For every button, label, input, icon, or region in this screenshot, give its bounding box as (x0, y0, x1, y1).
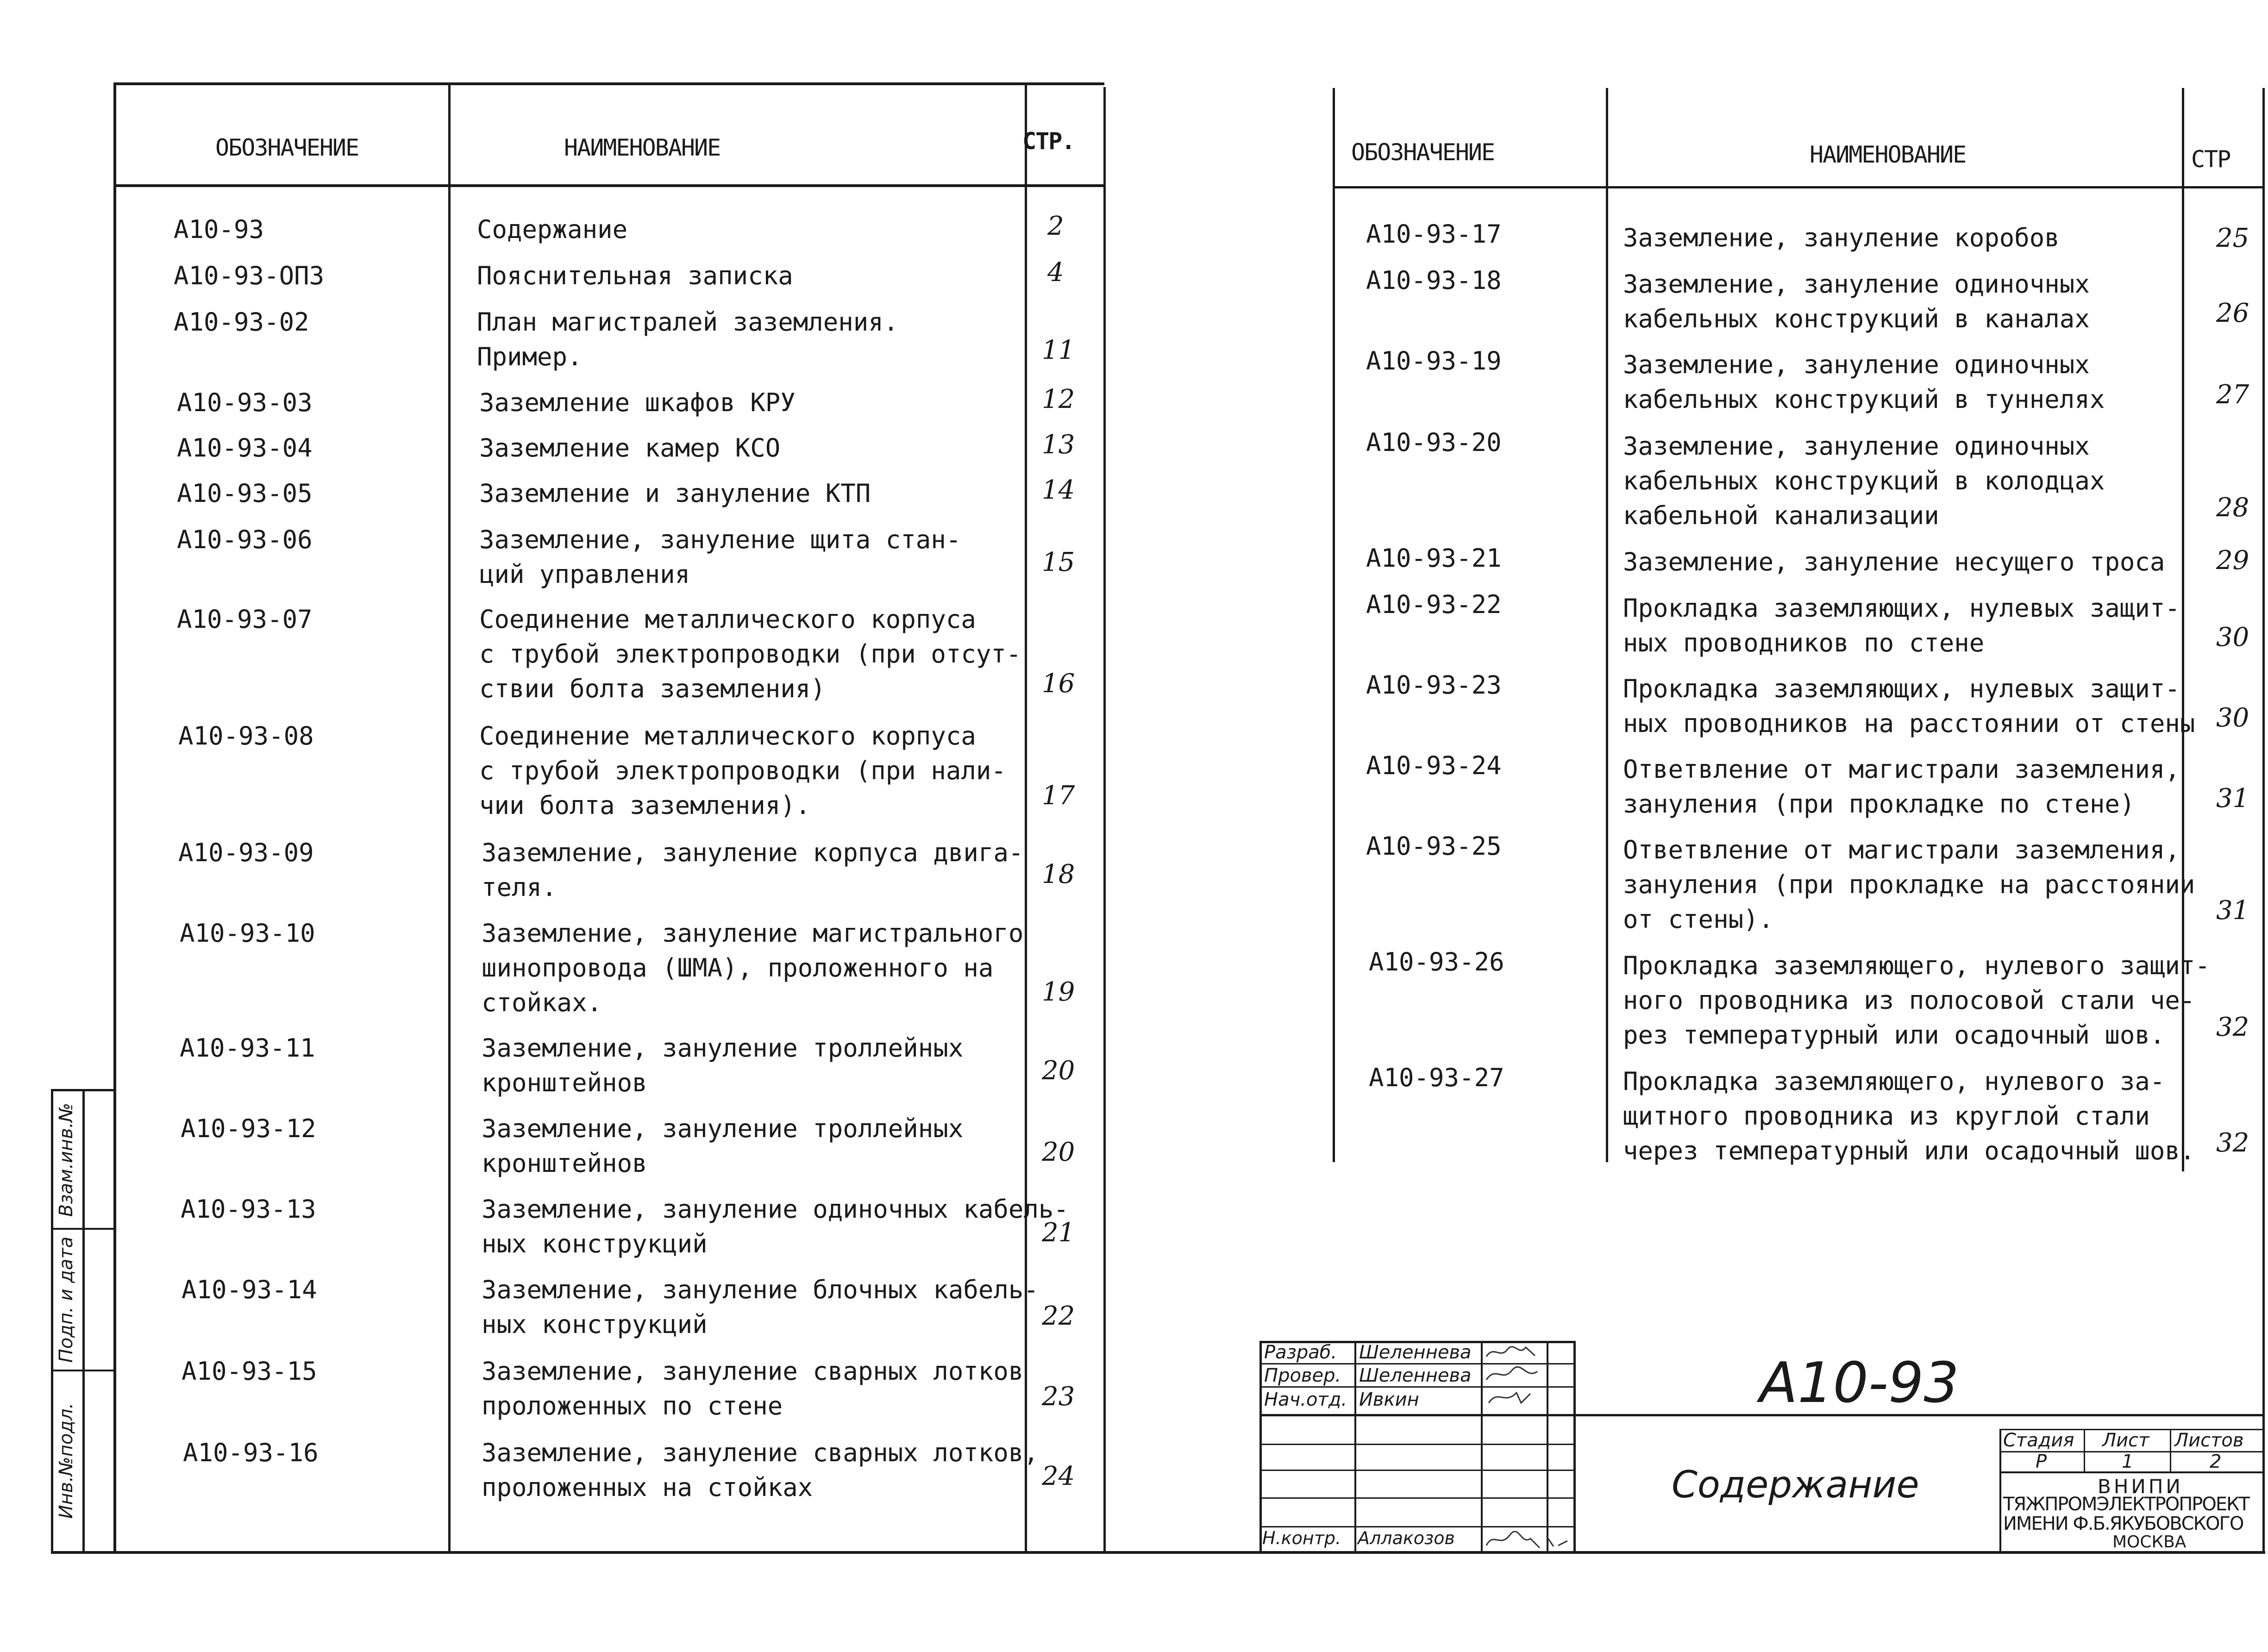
left-row-page: 24 (1042, 1461, 1075, 1491)
left-row-code: А10-93-06 (177, 525, 313, 554)
left-row-name: Заземление, зануление троллейных кронштейнов (482, 1033, 964, 1097)
tb-sheet-value: 1 (2122, 1451, 2134, 1472)
left-row-code: А10-93-09 (178, 838, 314, 867)
left-row-name: Соединение металлического корпуса с трубой электропроводки (при нали- чии болта заземления). (479, 721, 1006, 820)
right-row-page: 32 (2216, 1012, 2249, 1042)
right-row-page: 31 (2216, 783, 2249, 813)
left-row-name: Заземление, зануление блочных кабель- ных конструкций (482, 1275, 1039, 1339)
left-row-code: А10-93-02 (174, 307, 309, 337)
left-row-code: А10-93-13 (181, 1195, 316, 1224)
tb-sheets-value: 2 (2210, 1451, 2222, 1472)
right-row-page: 30 (2216, 703, 2249, 733)
tb-name-head: Ивкин (1359, 1389, 1419, 1410)
left-row-page: 20 (1042, 1056, 1075, 1086)
tb-stage-label: Стадия (2003, 1430, 2074, 1451)
right-row-page: 25 (2216, 223, 2249, 253)
tb-col-name (1481, 1341, 1483, 1554)
left-row-name: Заземление, зануление троллейных кронштейнов (482, 1114, 964, 1178)
left-table-col-divider-1 (448, 82, 451, 1554)
left-row-code: А10-93-10 (180, 919, 315, 948)
right-table-header-rule (1333, 186, 2264, 188)
left-row-name: Заземление шкафов КРУ (479, 388, 796, 417)
tb-stage-col-1 (2084, 1429, 2085, 1472)
right-row-name: Заземление, зануление несущего троса (1623, 547, 2165, 576)
left-row-name: Заземление, зануление щита стан- ций управления (479, 525, 961, 589)
left-table-top-border (113, 82, 1104, 85)
tb-name-checked: Шеленнева (1359, 1365, 1472, 1386)
right-row-name: Заземление, зануление одиночных кабельных конструкций в колодцах кабельной канализации (1623, 432, 2105, 530)
right-row-name: Прокладка заземляющих, нулевых защит- ных проводников по стене (1623, 594, 2180, 657)
left-row-name: Заземление, зануление сварных лотков, проложенных на стойках (482, 1438, 1039, 1502)
left-row-name: Заземление камер КСО (479, 433, 781, 463)
tb-row-5 (1259, 1470, 1574, 1471)
left-row-code: А10-93-12 (181, 1114, 316, 1143)
tb-name-normcontrol: Аллакозов (1358, 1528, 1455, 1548)
tb-col-sign (1547, 1341, 1548, 1554)
right-row-page: 26 (2216, 298, 2249, 328)
left-row-name: Заземление, зануление магистрального шинопровода (ШМА), проложенного на стойках. (482, 919, 1024, 1017)
left-row-page: 11 (1042, 335, 1075, 365)
left-row-page: 17 (1042, 781, 1075, 811)
right-row-page: 32 (2216, 1128, 2249, 1158)
tb-col-main (1573, 1341, 1576, 1554)
tb-col-role (1354, 1341, 1356, 1554)
tb-sheets-label: Листов (2174, 1430, 2244, 1451)
tb-left (1259, 1341, 1262, 1554)
side-stamp-vzam-inv: Взам.инв.№ (56, 1102, 77, 1217)
left-table-left-border (113, 82, 116, 1554)
left-row-page: 13 (1042, 430, 1075, 460)
tb-stage-col-2 (2170, 1429, 2171, 1472)
left-row-name: Заземление и зануление КТП (479, 479, 871, 508)
left-row-page: 19 (1042, 977, 1075, 1007)
right-row-code: А10-93-22 (1366, 590, 1502, 619)
right-row-page: 29 (2216, 545, 2249, 576)
left-row-name: Заземление, зануление корпуса двига- теля. (482, 838, 1024, 902)
right-table-left-border (1333, 88, 1335, 1162)
right-header-designation: ОБОЗНАЧЕНИЕ (1351, 139, 1495, 166)
left-row-page: 18 (1042, 859, 1075, 889)
right-row-code: А10-93-21 (1366, 544, 1502, 573)
right-row-page: 27 (2216, 380, 2249, 410)
right-row-code: А10-93-23 (1366, 670, 1502, 700)
tb-stage-left (1999, 1429, 2001, 1554)
left-row-page: 21 (1042, 1218, 1075, 1248)
tb-row-6 (1259, 1497, 1574, 1499)
left-row-page: 22 (1042, 1301, 1075, 1331)
left-table-right-border (1103, 87, 1106, 1554)
tb-row-4 (1259, 1444, 1574, 1445)
right-row-name: Ответвление от магистрали заземления, зануления (при прокладке на расстоянии от стены). (1623, 835, 2195, 934)
right-row-name: Прокладка заземляющих, нулевых защит- ных проводников на расстоянии от стены (1623, 674, 2195, 738)
right-row-name: Заземление, зануление одиночных кабельных конструкций в туннелях (1623, 350, 2105, 414)
signature-scribble (1484, 1527, 1572, 1552)
side-stamp-inv-orig: Инв.№подл. (56, 1402, 77, 1519)
right-row-name: Ответвление от магистрали заземления, зануления (при прокладке по стене) (1623, 755, 2180, 819)
left-row-name: Заземление, зануление одиночных кабель- ных конструкций (482, 1195, 1069, 1258)
tb-org-line2: ТЯЖПРОМЭЛЕКТРОПРОЕКТ (2003, 1494, 2249, 1515)
tb-org-line4: МОСКВА (2112, 1533, 2187, 1552)
tb-role-developed: Разраб. (1264, 1342, 1337, 1363)
left-table-header-rule (113, 184, 1104, 187)
left-row-name: Содержание (477, 215, 628, 244)
left-row-page: 14 (1042, 475, 1075, 505)
right-row-page: 30 (2216, 622, 2249, 652)
tb-role-checked: Провер. (1264, 1365, 1341, 1386)
right-row-name: Заземление, зануление коробов (1623, 223, 2060, 252)
right-header-page: СТР (2191, 146, 2230, 173)
left-header-designation: ОБОЗНАЧЕНИЕ (215, 134, 359, 161)
left-row-code: А10-93-07 (177, 605, 313, 634)
frame-bottom-border (51, 1551, 2265, 1554)
side-stamp-top (51, 1089, 116, 1091)
tb-role-normcontrol: Н.контр. (1262, 1528, 1341, 1548)
left-row-code: А10-93-03 (177, 388, 313, 417)
left-row-page: 2 (1047, 211, 1064, 241)
left-row-code: А10-93-ОПЗ (174, 261, 325, 290)
left-row-page: 20 (1042, 1137, 1075, 1167)
left-row-name: Соединение металлического корпуса с трубой электропроводки (при отсут- ствии болта заземления) (479, 605, 1021, 703)
frame-right-border (2262, 88, 2265, 1554)
left-row-code: А10-93-16 (183, 1438, 319, 1467)
left-header-page: СТР. (1022, 128, 1075, 155)
right-row-code: А10-93-18 (1366, 266, 1502, 295)
tb-org-line3: ИМЕНИ Ф.Б.ЯКУБОВСКОГО (2003, 1513, 2243, 1534)
left-row-code: А10-93-14 (182, 1275, 317, 1304)
left-row-page: 15 (1042, 547, 1075, 577)
left-row-name: Пояснительная записка (477, 261, 793, 290)
right-row-code: А10-93-27 (1369, 1063, 1504, 1092)
right-row-name: Прокладка заземляющего, нулевого за- щитного проводника из круглой стали через температурный или осадочный шов. (1623, 1067, 2195, 1165)
left-row-code: А10-93 (174, 215, 264, 244)
tb-name-developed: Шеленнева (1359, 1342, 1472, 1363)
right-row-name: Заземление, зануление одиночных кабельных конструкций в каналах (1623, 269, 2090, 333)
right-row-page: 31 (2216, 895, 2249, 926)
left-row-code: А10-93-04 (177, 433, 313, 463)
tb-role-head: Нач.отд. (1264, 1389, 1347, 1410)
left-row-name: План магистралей заземления. Пример. (477, 307, 899, 371)
right-row-code: А10-93-26 (1369, 947, 1504, 976)
tb-document-title: Содержание (1672, 1463, 1919, 1506)
right-row-code: А10-93-19 (1366, 346, 1502, 375)
side-stamp-sign-date: Подп. и дата (56, 1236, 77, 1363)
left-header-name: НАИМЕНОВАНИЕ (564, 134, 720, 161)
left-row-page: 23 (1042, 1382, 1075, 1412)
right-row-page: 28 (2216, 493, 2249, 523)
tb-designation: А10-93 (1760, 1351, 1959, 1415)
tb-stage-value: Р (2036, 1451, 2047, 1472)
right-row-code: А10-93-20 (1366, 428, 1502, 457)
right-table-col-divider-1 (1606, 88, 1608, 1162)
right-row-code: А10-93-25 (1366, 832, 1502, 861)
left-row-page: 4 (1047, 257, 1064, 288)
left-row-page: 12 (1042, 384, 1075, 414)
right-row-code: А10-93-24 (1366, 751, 1502, 780)
right-row-name: Прокладка заземляющего, нулевого защит- ного проводника из полосовой стали че- рез температурный или осадочный шов. (1623, 951, 2210, 1050)
tb-org-line1: ВНИПИ (2098, 1475, 2183, 1498)
right-row-code: А10-93-17 (1366, 219, 1502, 249)
left-row-code: А10-93-15 (182, 1357, 317, 1386)
left-row-code: А10-93-08 (178, 721, 314, 751)
left-row-name: Заземление, зануление сварных лотков проложенных по стене (482, 1357, 1024, 1420)
side-stamp-left-border (51, 1089, 53, 1554)
left-row-code: А10-93-05 (177, 479, 313, 508)
side-stamp-divider (82, 1089, 85, 1554)
left-row-page: 16 (1042, 669, 1075, 699)
right-header-name: НАИМЕНОВАНИЕ (1810, 141, 1966, 168)
tb-sheet-label: Лист (2102, 1430, 2149, 1451)
left-row-code: А10-93-11 (180, 1033, 315, 1063)
signature-scribble (1484, 1343, 1544, 1412)
